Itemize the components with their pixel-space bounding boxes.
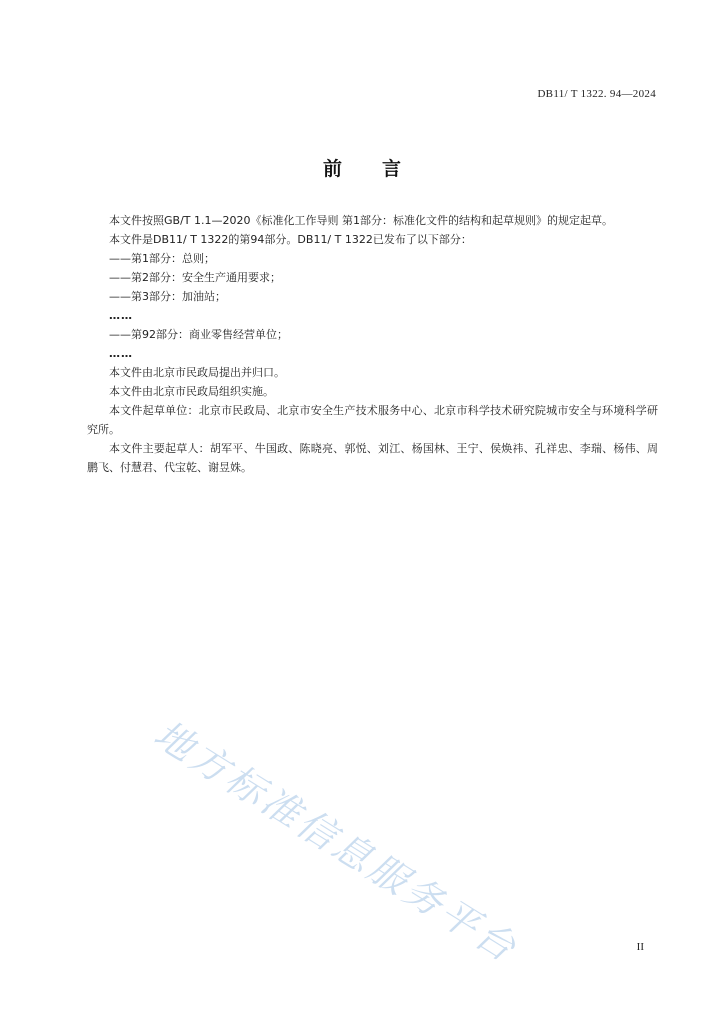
list-item-part-2: ——第2部分：安全生产通用要求； (109, 271, 281, 284)
paragraph-implemented-by: 本文件由北京市民政局组织实施。 (109, 385, 274, 398)
list-item-part-92: ——第92部分：商业零售经营单位； (109, 328, 288, 341)
page-title (0, 154, 724, 181)
paragraph-drafting-basis: 本文件按照GB/T 1.1—2020《标准化工作导则 第1部分：标准化文件的结构和起草规则》的规定起草。 (109, 214, 613, 227)
document-code: DB11/ T 1322. 94—2024 (537, 88, 656, 100)
paragraph-proposed-by: 本文件由北京市民政局提出并归口。 (109, 366, 285, 379)
list-item-part-3: ——第3部分：加油站； (109, 290, 226, 303)
ellipsis-1: …… (109, 309, 133, 322)
preface-body (87, 211, 658, 477)
paragraph-part-statement: 本文件是DB11/ T 1322的第94部分。DB11/ T 1322已发布了以下部分： (109, 233, 472, 246)
list-item-part-1: ——第1部分：总则； (109, 252, 215, 265)
page-number: II (636, 941, 644, 953)
paragraph-drafting-units: 本文件起草单位：北京市民政局、北京市安全生产技术服务中心、北京市科学技术研究院城市安全与环境科学研究所。 (87, 404, 658, 436)
watermark: 地方标准信息服务平台 (146, 711, 526, 972)
ellipsis-2: …… (109, 347, 133, 360)
title-char-1: 前 (322, 158, 342, 180)
paragraph-drafters: 本文件主要起草人：胡军平、牛国政、陈晓亮、郭悦、刘江、杨国林、王宁、侯焕祎、孔祥忠、李瑞、杨伟、周鹏飞、付慧君、代宝乾、谢昱姝。 (87, 442, 658, 474)
title-char-2: 言 (382, 158, 402, 180)
